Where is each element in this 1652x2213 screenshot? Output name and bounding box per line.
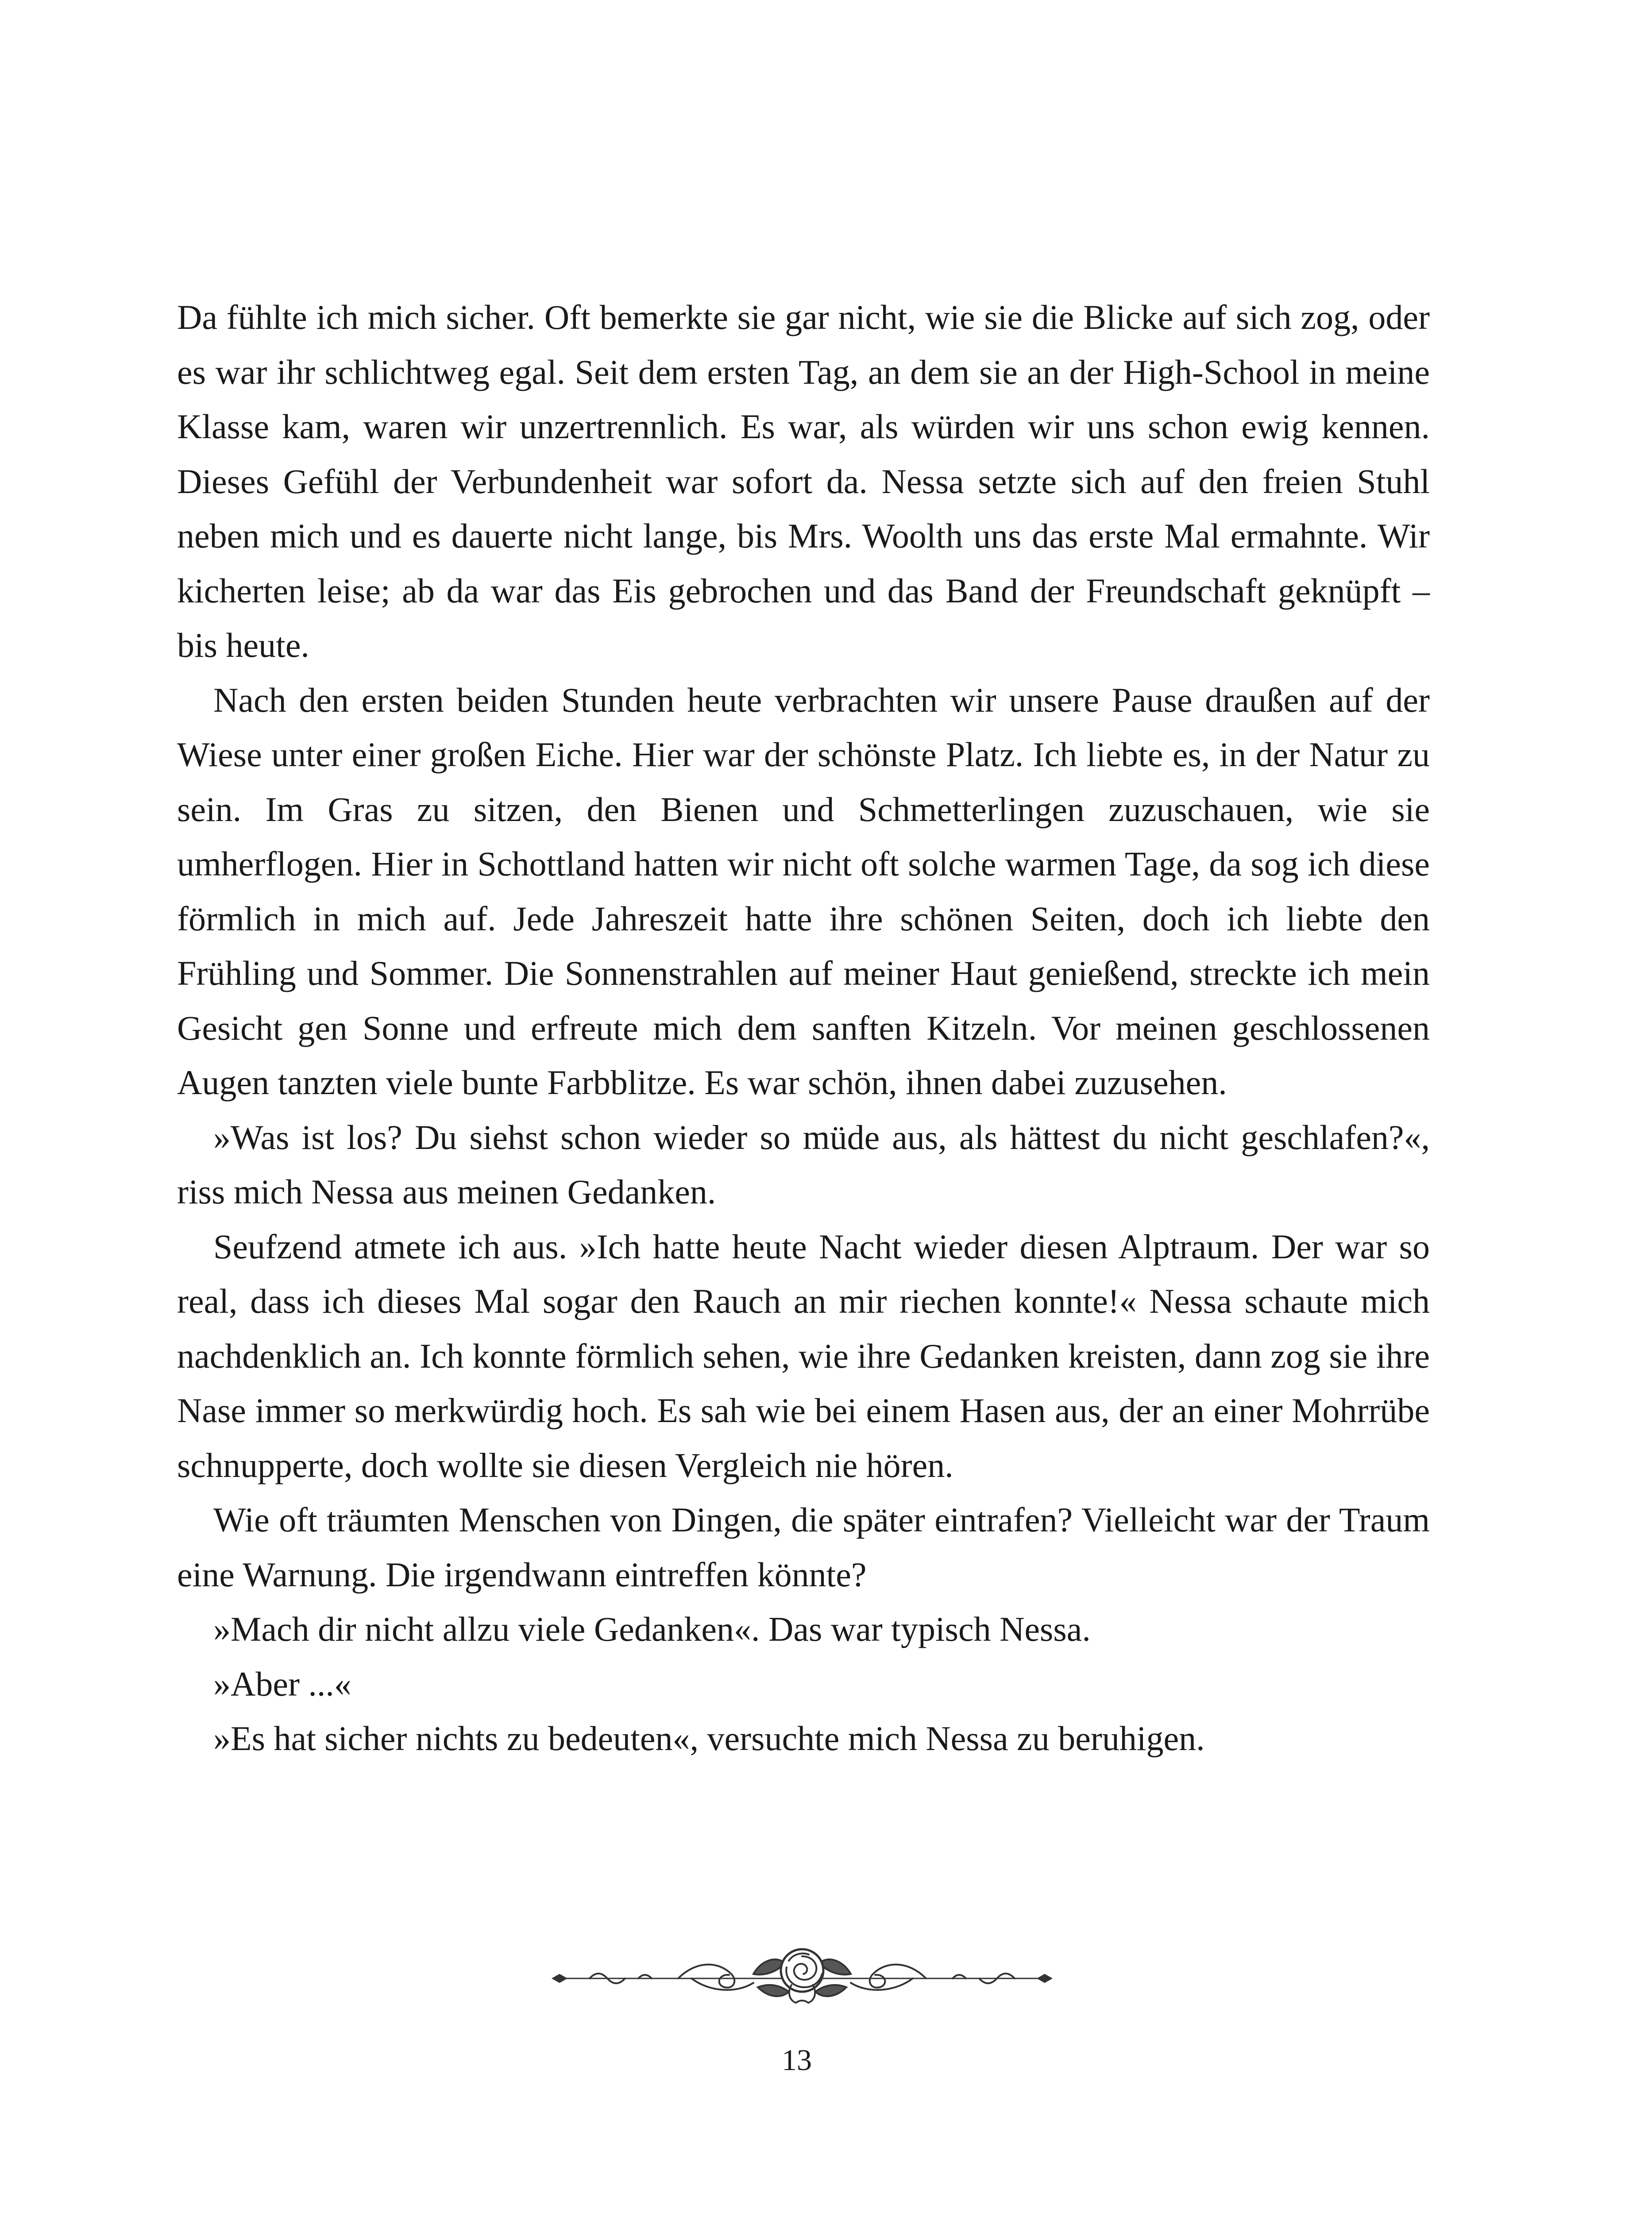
paragraph-3: »Was ist los? Du siehst schon wieder so müde aus, als hättest du nicht geschlafen?«, riss mich Nessa aus meinen Gedanken.: [177, 1118, 1430, 1211]
paragraph-8: »Es hat sicher nichts zu bedeuten«, versuchte mich Nessa zu beruhigen.: [213, 1719, 1205, 1758]
paragraph-6: »Mach dir nicht allzu viele Gedanken«. Das war typisch Nessa.: [213, 1610, 1091, 1648]
paragraph-1: Da fühlte ich mich sicher. Oft bemerkte sie gar nicht, wie sie die Blicke auf sich zog, oder es war ihr schlichtweg egal. Seit dem ersten Tag, an dem sie an der High-School in meine Klasse kam, waren wir unzertrennlich. Es war, als würden wir uns schon ewig kennen. Dieses Gefühl der Verbundenheit war sofort da. Nessa setzte sich auf den freien Stuhl neben mich und es dauerte nicht lange, bis Mrs. Woolth uns das erste Mal ermahnte. Wir kicherten leise; ab da war das Eis gebrochen und das Band der Freundschaft geknüpft – bis heute.: [177, 298, 1430, 664]
paragraph-7: »Aber ...«: [213, 1664, 351, 1703]
body-text: [177, 290, 1430, 1766]
rose-flourish-icon: [545, 1943, 1059, 2009]
paragraph-5: Wie oft träumten Menschen von Dingen, die später eintrafen? Vielleicht war der Traum eine Warnung. Die irgendwann eintreffen könnte?: [177, 1500, 1430, 1594]
page-number: 13: [782, 2043, 812, 2077]
paragraph-2: Nach den ersten beiden Stunden heute verbrachten wir unsere Pause draußen auf der Wiese unter einer großen Eiche. Hier war der schönste Platz. Ich liebte es, in der Natur zu sein. Im Gras zu sitzen, den Bienen und Schmetterlingen zuzuschauen, wie sie umherflogen. Hier in Schottland hatten wir nicht oft solche warmen Tage, da sog ich diese förmlich in mich auf. Jede Jahreszeit hatte ihre schönen Seiten, doch ich liebte den Frühling und Sommer. Die Sonnenstrahlen auf meiner Haut genießend, streckte ich mein Gesicht gen Sonne und erfreute mich dem sanften Kitzeln. Vor meinen geschlossenen Augen tanzten viele bunte Farbblitze. Es war schön, ihnen dabei zuzusehen.: [177, 680, 1430, 1102]
paragraph-4: Seufzend atmete ich aus. »Ich hatte heute Nacht wieder diesen Alptraum. Der war so real, dass ich dieses Mal sogar den Rauch an mir riechen konnte!« Nessa schaute mich nachdenklich an. Ich konnte förmlich sehen, wie ihre Gedanken kreisten, dann zog sie ihre Nase immer so merkwürdig hoch. Es sah wie bei einem Hasen aus, der an einer Mohrrübe schnupperte, doch wollte sie diesen Vergleich nie hören.: [177, 1227, 1430, 1484]
